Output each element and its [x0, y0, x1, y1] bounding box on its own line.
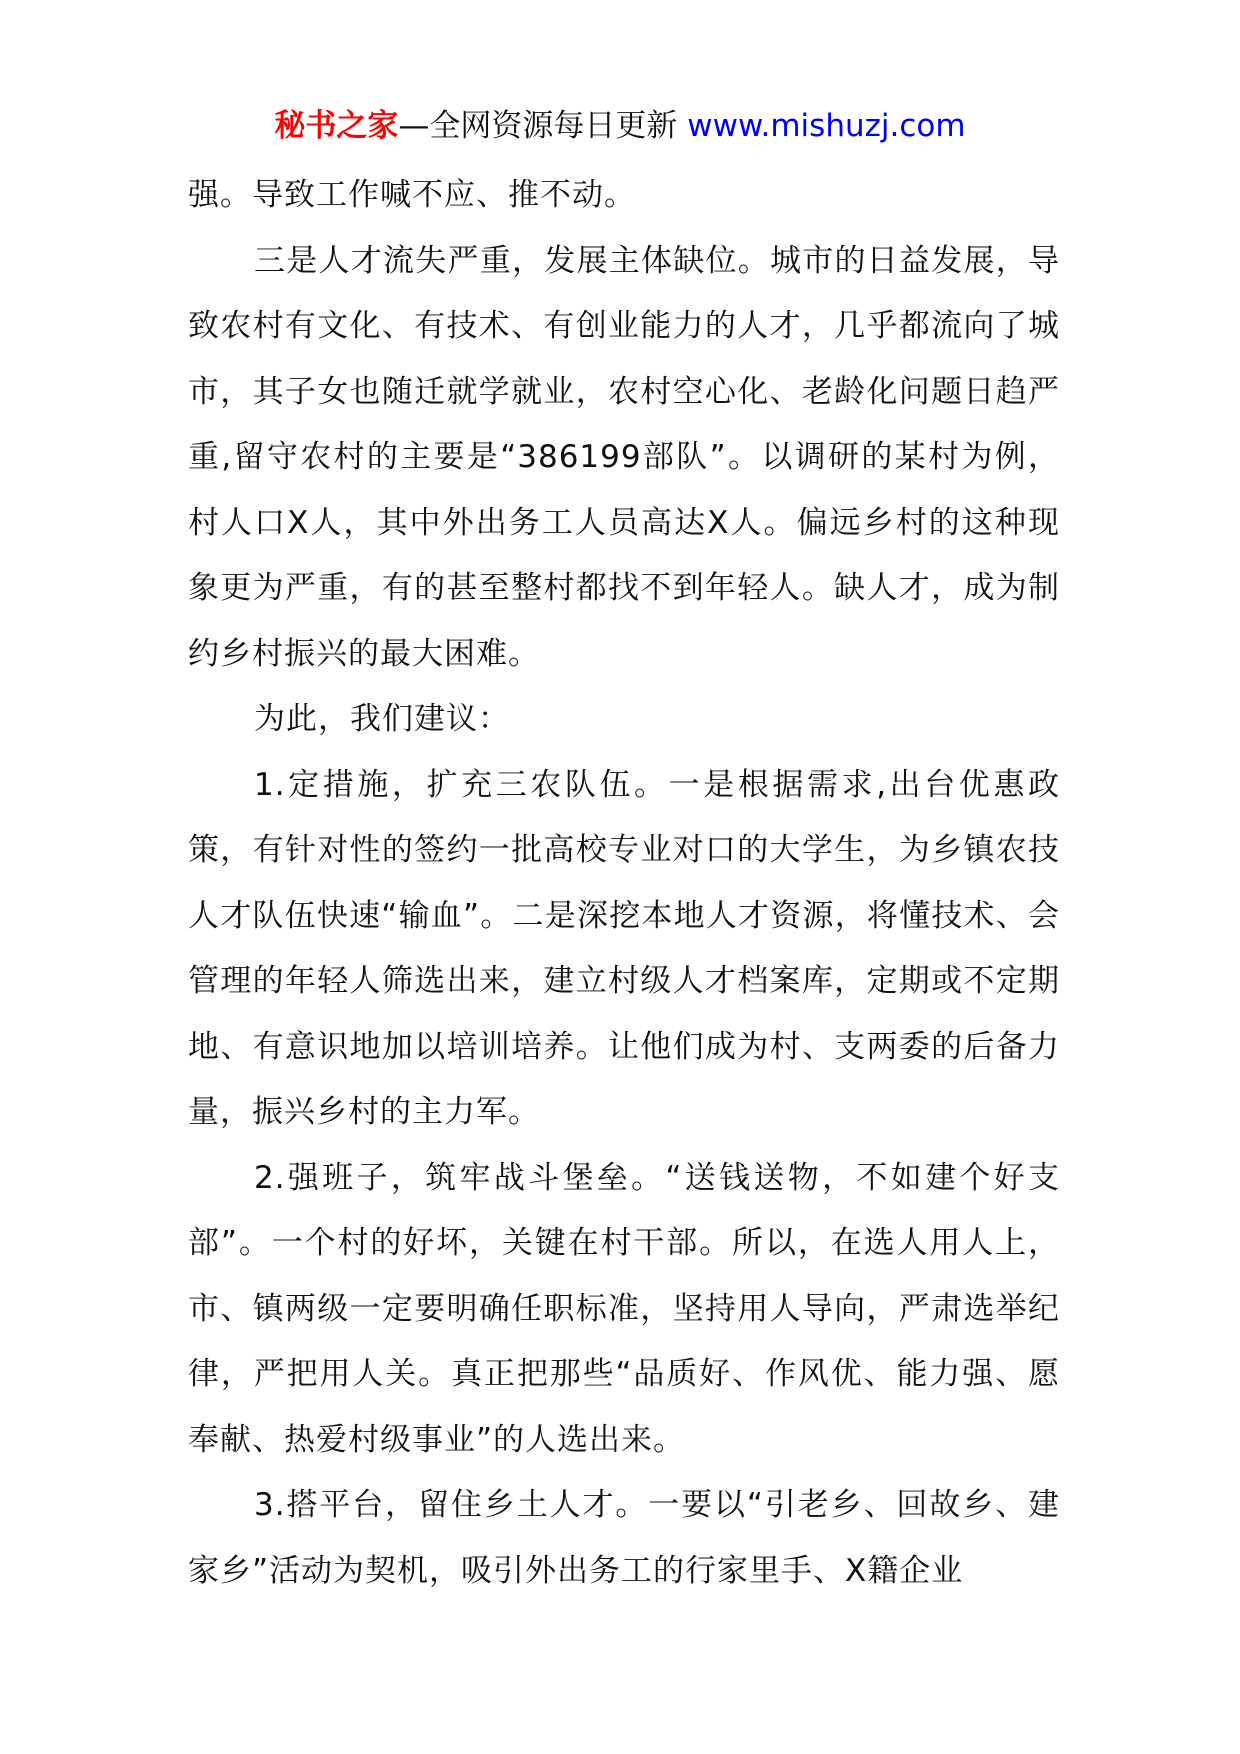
paragraph-suggestion-2: 2.强班子，筑牢战斗堡垒。“送钱送物，不如建个好支部”。一个村的好坏，关键在村干部。所以，在选人用人上，市、镇两级一定要明确任职标准，坚持用人导向，严肃选举纪律，严把用人关。真正把那些“品质好、作风优、能力强、愿奉献、热爱村级事业”的人选出来。	[188, 1159, 1060, 1458]
brand-name: 秘书之家	[274, 108, 399, 144]
watermark-header	[0, 104, 1240, 148]
paragraph-suggestion-intro: 为此，我们建议：	[254, 701, 510, 737]
paragraph-suggestion-3: 3.搭平台，留住乡土人才。一要以“引老乡、回故乡、建家乡”活动为契机，吸引外出务工的行家里手、X籍企业	[188, 1487, 1060, 1589]
paragraph-talent-loss: 三是人才流失严重，发展主体缺位。城市的日益发展，导致农村有文化、有技术、有创业能力的人才，几乎都流向了城市，其子女也随迁就学就业，农村空心化、老龄化问题日趋严重,留守农村的主要是“386199部队”。以调研的某村为例，村人口X人，其中外出务工人员高达X人。偏远乡村的这种现象更为严重，有的甚至整村都找不到年轻人。缺人才，成为制约乡村振兴的最大困难。	[188, 242, 1060, 672]
header-tagline: —全网资源每日更新	[398, 108, 678, 144]
website-link[interactable]: www.mishuzj.com	[687, 108, 966, 144]
document-body	[188, 163, 1060, 1604]
paragraph-continuation: 强。导致工作喊不应、推不动。	[188, 177, 636, 213]
paragraph-suggestion-1: 1.定措施，扩充三农队伍。一是根据需求,出台优惠政策，有针对性的签约一批高校专业对口的大学生，为乡镇农技人才队伍快速“输血”。二是深挖本地人才资源，将懂技术、会管理的年轻人筛选出来，建立村级人才档案库，定期或不定期地、有意识地加以培训培养。让他们成为村、支两委的后备力量，振兴乡村的主力军。	[188, 766, 1060, 1130]
